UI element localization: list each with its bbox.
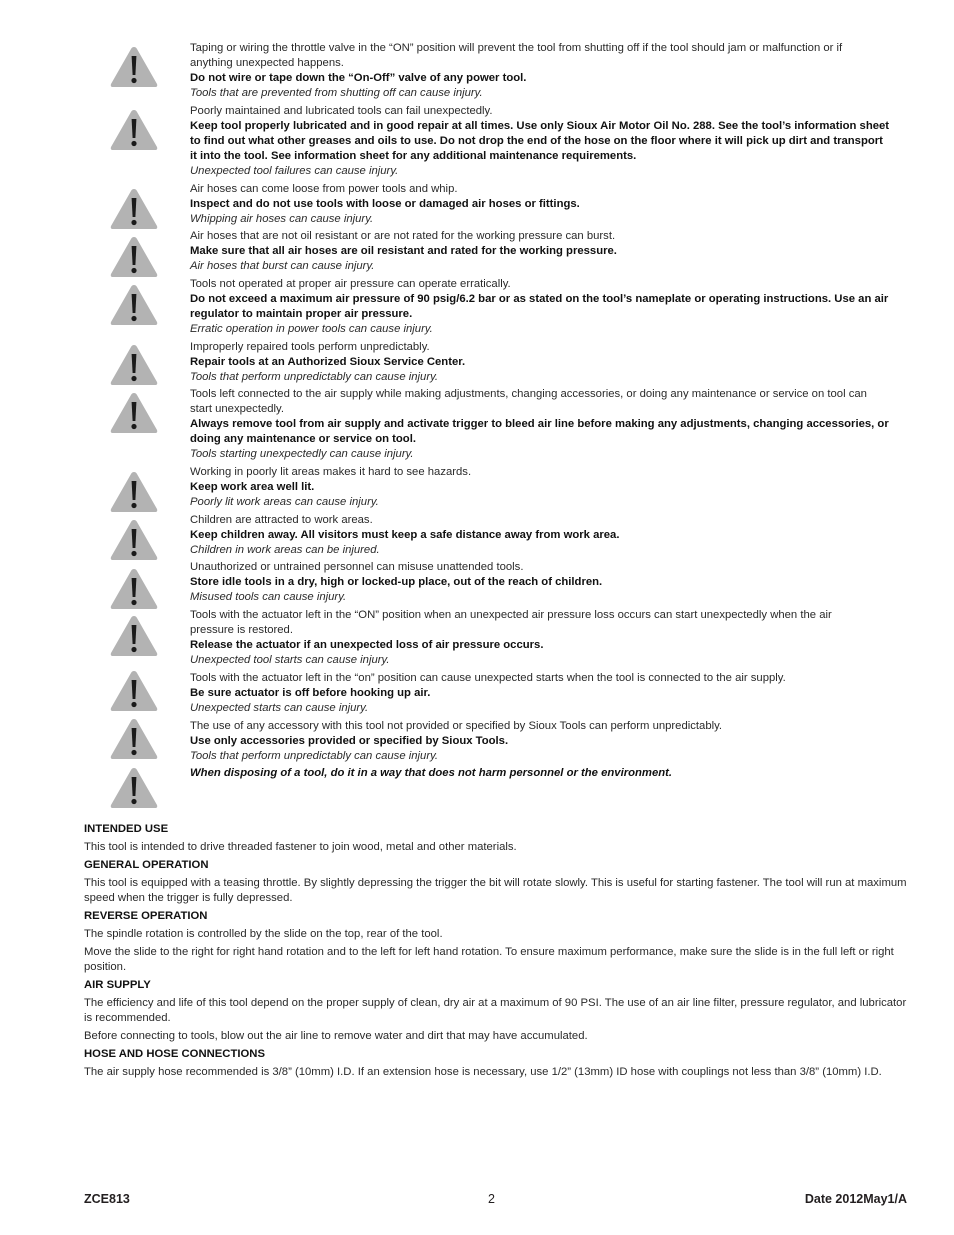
warning-triangle-icon	[109, 766, 159, 810]
warning-triangle-icon	[109, 343, 159, 387]
warning-triangle-icon	[109, 45, 159, 89]
consequence-text: Tools that perform unpredictably can cause injury.	[190, 750, 439, 762]
warning-item	[190, 671, 912, 716]
hazard-text: pressure is restored.	[190, 624, 293, 636]
model-number: ZCE813	[84, 1192, 130, 1206]
section	[84, 978, 912, 1044]
warning-item	[190, 560, 912, 605]
instruction-text: Do not exceed a maximum air pressure of 90 psig/6.2 bar or as stated on the tool’s nameplate or operating instructions. Use an air	[190, 293, 889, 305]
section-heading: INTENDED USE	[84, 823, 169, 835]
hazard-text: Children are attracted to work areas.	[190, 514, 373, 526]
warning-triangle-icon	[109, 391, 159, 435]
section	[84, 822, 912, 855]
warning-item	[190, 340, 912, 385]
section-heading: AIR SUPPLY	[84, 979, 151, 991]
consequence-text: Tools that perform unpredictably can cause injury.	[190, 371, 439, 383]
consequence-text: Misused tools can cause injury.	[190, 591, 347, 603]
consequence-text: Air hoses that burst can cause injury.	[190, 260, 375, 272]
hazard-text: Air hoses that are not oil resistant or are not rated for the working pressure can burst.	[190, 230, 616, 242]
warning-item	[190, 41, 912, 101]
hazard-text: Tools with the actuator left in the “ON” position when an unexpected air pressure loss occurs can start unexpectedly when the air	[190, 609, 832, 621]
instruction-text: Keep work area well lit.	[190, 481, 315, 493]
warning-item	[190, 513, 912, 558]
section-paragraph: The efficiency and life of this tool depend on the proper supply of clean, dry air at a maximum of 90 PSI. The use of an air line filter, pressure regulator, and lubricator is recommended.	[84, 997, 907, 1024]
instruction-text: it into the tool. See information sheet for any additional maintenance requirements.	[190, 150, 637, 162]
warning-triangle-icon	[109, 235, 159, 279]
hazard-text: Tools with the actuator left in the “on” position can cause unexpected starts when the tool is connected to the air supply.	[190, 672, 786, 684]
instruction-text: Repair tools at an Authorized Sioux Service Center.	[190, 356, 466, 368]
warning-triangle-icon	[109, 518, 159, 562]
consequence-text: Whipping air hoses can cause injury.	[190, 213, 374, 225]
section-paragraph: The air supply hose recommended is 3/8” (10mm) I.D. If an extension hose is necessary, use 1/2” (13mm) ID hose with couplings not less than 3/8” (10mm) I.D.	[84, 1066, 882, 1078]
instruction-text: Be sure actuator is off before hooking up air.	[190, 687, 431, 699]
warning-triangle-icon	[109, 108, 159, 152]
hazard-text: Air hoses can come loose from power tools and whip.	[190, 183, 458, 195]
instruction-text: Keep children away. All visitors must keep a safe distance away from work area.	[190, 529, 620, 541]
instruction-text: to find out what other greases and oils to use. Do not drop the end of the hose on the floor where it will pick up dirt and transport	[190, 135, 883, 147]
instruction-text: doing any maintenance or service on tool.	[190, 433, 416, 445]
hazard-text: anything unexpected happens.	[190, 57, 344, 69]
hazard-text: start unexpectedly.	[190, 403, 284, 415]
instruction-text: Always remove tool from air supply and activate trigger to bleed air line before making any adjustments, changing accessories, or	[190, 418, 889, 430]
hazard-text: Taping or wiring the throttle valve in the “ON” position will prevent the tool from shutting off if the tool should jam or malfunction or if	[190, 42, 843, 54]
warning-triangle-icon	[109, 717, 159, 761]
consequence-text: Unexpected starts can cause injury.	[190, 702, 369, 714]
instruction-text: Store idle tools in a dry, high or locked-up place, out of the reach of children.	[190, 576, 603, 588]
section-paragraph: This tool is intended to drive threaded fastener to join wood, metal and other materials.	[84, 841, 517, 853]
warning-triangle-icon	[109, 567, 159, 611]
revision-date: Date 2012May1/A	[804, 1192, 907, 1206]
page-footer	[84, 1192, 907, 1210]
section-heading: REVERSE OPERATION	[84, 910, 208, 922]
hazard-text: Tools left connected to the air supply while making adjustments, changing accessories, or doing any maintenance or service on tool can	[190, 388, 867, 400]
hazard-text: Improperly repaired tools perform unpredictably.	[190, 341, 430, 353]
consequence-text: Unexpected tool failures can cause injury.	[190, 165, 399, 177]
warning-triangle-icon	[109, 470, 159, 514]
warning-triangle-icon	[109, 187, 159, 231]
page-number: 2	[488, 1192, 495, 1206]
disposal-notice: When disposing of a tool, do it in a way that does not harm personnel or the environment.	[190, 767, 673, 779]
hazard-text: Unauthorized or untrained personnel can misuse unattended tools.	[190, 561, 524, 573]
warning-item	[190, 277, 912, 337]
warning-triangle-icon	[109, 669, 159, 713]
instruction-text: regulator to maintain proper air pressure.	[190, 308, 413, 320]
instruction-text: Inspect and do not use tools with loose or damaged air hoses or fittings.	[190, 198, 580, 210]
section-paragraph: This tool is equipped with a teasing throttle. By slightly depressing the trigger the bit will rotate slowly. This is useful for starting fastener. The tool will run at maximum speed when the trigger is fully depressed.	[84, 877, 907, 904]
instruction-text: Do not wire or tape down the “On-Off” valve of any power tool.	[190, 72, 527, 84]
hazard-text: Tools not operated at proper air pressure can operate erratically.	[190, 278, 511, 290]
section	[84, 909, 912, 975]
warning-item	[190, 608, 912, 668]
consequence-text: Tools starting unexpectedly can cause injury.	[190, 448, 414, 460]
section-paragraph: The spindle rotation is controlled by the slide on the top, rear of the tool.	[84, 928, 443, 940]
warning-item	[190, 766, 912, 781]
warning-item	[190, 104, 912, 179]
consequence-text: Tools that are prevented from shutting off can cause injury.	[190, 87, 483, 99]
warning-triangle-icon	[109, 614, 159, 658]
consequence-text: Unexpected tool starts can cause injury.	[190, 654, 390, 666]
instruction-sections	[84, 822, 912, 1083]
consequence-text: Children in work areas can be injured.	[190, 544, 380, 556]
warning-item	[190, 229, 912, 274]
section-heading: GENERAL OPERATION	[84, 859, 209, 871]
warning-item	[190, 387, 912, 462]
section	[84, 1047, 912, 1080]
instruction-text: Use only accessories provided or specified by Sioux Tools.	[190, 735, 509, 747]
consequence-text: Poorly lit work areas can cause injury.	[190, 496, 379, 508]
instruction-text: Keep tool properly lubricated and in good repair at all times. Use only Sioux Air Motor Oil No. 288. See the tool’s information sheet	[190, 120, 890, 132]
section-paragraph: Move the slide to the right for right hand rotation and to the left for left hand rotation. To ensure maximum performance, make sure the slide is in the full left or right position.	[84, 946, 894, 973]
section-paragraph: Before connecting to tools, blow out the air line to remove water and dirt that may have accumulated.	[84, 1030, 588, 1042]
warning-triangle-icon	[109, 283, 159, 327]
hazard-text: The use of any accessory with this tool not provided or specified by Sioux Tools can perform unpredictably.	[190, 720, 723, 732]
instruction-text: Release the actuator if an unexpected loss of air pressure occurs.	[190, 639, 544, 651]
hazard-text: Working in poorly lit areas makes it hard to see hazards.	[190, 466, 472, 478]
hazard-text: Poorly maintained and lubricated tools can fail unexpectedly.	[190, 105, 493, 117]
section-heading: HOSE AND HOSE CONNECTIONS	[84, 1048, 265, 1060]
consequence-text: Erratic operation in power tools can cause injury.	[190, 323, 433, 335]
warning-item	[190, 182, 912, 227]
warning-item	[190, 465, 912, 510]
section	[84, 858, 912, 906]
warning-item	[190, 719, 912, 764]
instruction-text: Make sure that all air hoses are oil resistant and rated for the working pressure.	[190, 245, 617, 257]
